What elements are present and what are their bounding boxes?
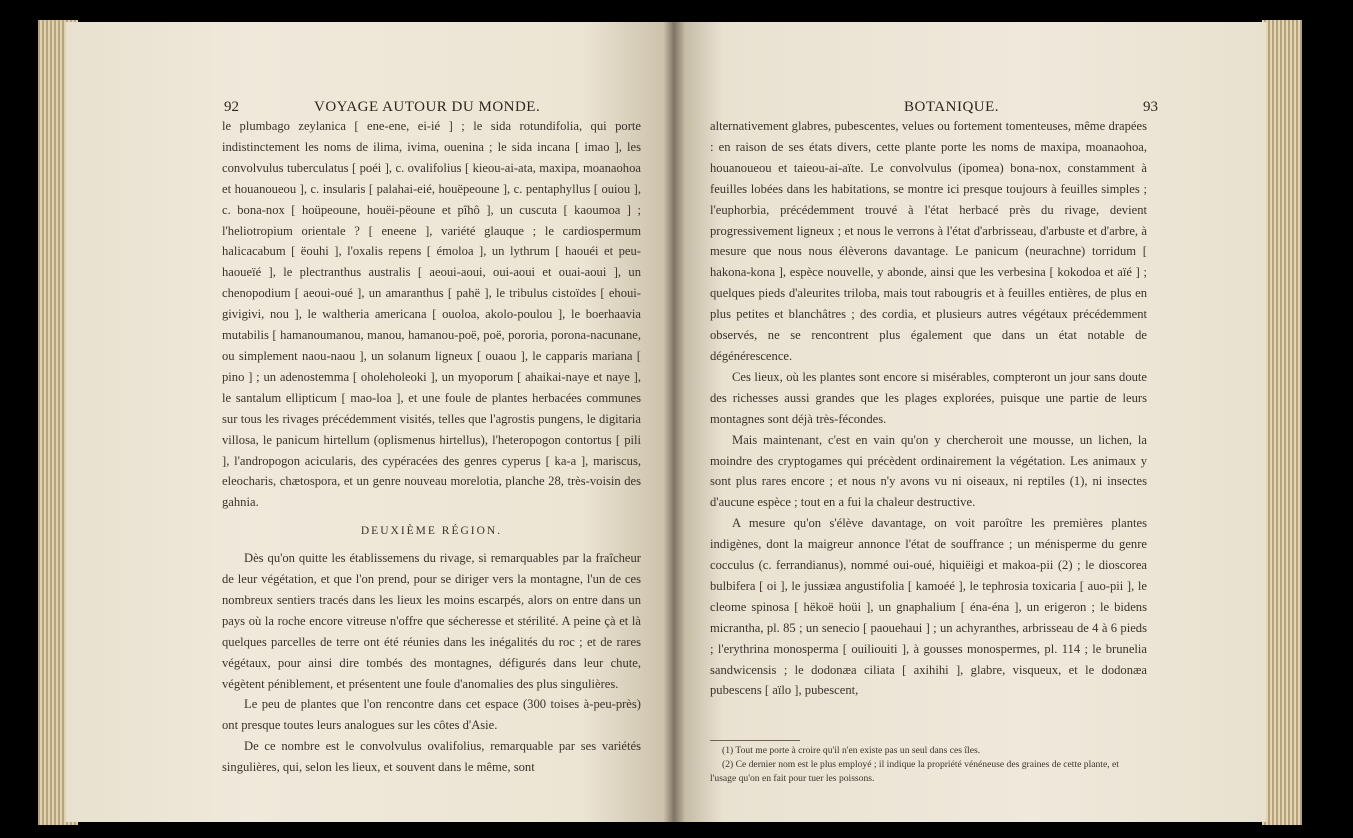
footnote: (2) Ce dernier nom est le plus employé ; il indique la propriété vénéneuse des graines de cette plante, et l'usage qu'on en fait pour tuer les poissons. [710,759,1119,784]
footnotes [710,744,1147,786]
left-body [222,116,641,778]
right-body [710,116,1147,701]
left-paragraph: De ce nombre est le convolvulus ovalifolius, remarquable par ses variétés singulières, qui, selon les lieux, et souvent dans le même, sont [222,739,641,775]
footnote-rule [710,740,800,741]
book-gutter [664,22,684,822]
right-running-head: BOTANIQUE. [904,99,1000,115]
right-paragraph: A mesure qu'on s'élève davantage, on voit paroître les premières plantes indigènes, dont la maigreur annonce l'état de souffrance ; un ménisperme du genre cocculus (c. ferrandianus), nommé oui-oué, hiquiëigi et makoa-pii (2) ; le dioscorea bulbifera [ oi ], le jussiæa angustifolia [ kamoéé ], le tephrosia toxicaria [ auo-pii ], le cleome spinosa [ hëkoë hoüi ], un gnaphalium [ éna-éna ], un erigeron ; le bidens micrantha, pl. 85 ; un senecio [ paouehaui ] ; un achyranthes, arbrisseau de 4 à 6 pieds ; l'erythrina monosperma [ ouiliouiti ], à gousses monospermes, pl. 114 ; le brunelia sandwicensis ; le dodonæa ciliata [ axihihi ], glabre, visqueux, et le dodonæa pubescens [ aïlo ], pubescent, [710,516,1147,698]
left-paragraph: Dès qu'on quitte les établissemens du rivage, si remarquables par la fraîcheur de leur végétation, et que l'on prend, pour se diriger vers la montagne, l'un de ces nombreux sentiers tracés dans les lieux les moins escarpés, alors on entre dans un pays où la roche encore vitreuse n'offre que sécheresse et stérilité. A peine çà et là quelques parcelles de terre ont été réunies dans les inégalités du roc ; et de rares végétaux, pour ainsi dire tombés des montagnes, défigurés dans leur chute, végètent péniblement, et présentent une foule d'anomalies des plus singulières. [222,551,641,691]
right-paragraph: alternativement glabres, pubescentes, velues ou fortement tomenteuses, même drapées : en raison de ses états divers, cette plante porte les noms de maxipa, moanaohoa, houanoueou et taieou-ai-aïte. Le convolvulus (ipomea) bona-nox, constamment à feuilles lobées dans les habitations, se montre ici presque toujours à feuilles simples ; l'euphorbia, précédemment trouvé à l'état herbacé près du rivage, devient progressivement ligneux ; et nous le verrons à l'état d'arbrisseau, d'arbuste et d'arbre, à mesure que nous nous élèverons davantage. Le panicum (neurachne) torridum [ hakona-kona ], espèce nouvelle, y abonde, ainsi que les verbesina [ kokodoa et aïé ] ; quelques pieds d'aleurites triloba, mais tout rabougris et à feuilles entières, de plus en plus petites et blanchâtres ; des cordia, et plusieurs autres végétaux précédemment observés, ne se rencontrent plus également que dans un état notable de dégénérescence. [710,119,1147,363]
right-page-edges [1262,20,1302,825]
section-title: DEUXIÈME RÉGION. [360,525,503,538]
left-page-number: 92 [224,99,239,115]
right-paragraph: Mais maintenant, c'est en vain qu'on y chercheroit une mousse, un lichen, la moindre des cryptogames qui précèdent ordinairement la végétation. Les animaux y sont plus rares encore ; et nous n'y avons vu ni oiseaux, ni reptiles (1), ni insectes d'aucune espèce ; tout en a fui la chaleur destructive. [710,432,1147,510]
left-paragraph: Le peu de plantes que l'on rencontre dans cet espace (300 toises à-peu-près) ont presque toutes leurs analogues sur les côtes d'Asie. [222,697,641,733]
right-paragraph: Ces lieux, où les plantes sont encore si misérables, compteront un jour sans doute des richesses aussi grandes que les plages explorées, puisque une partie de leurs montagnes sont déjà très-fécondes. [710,369,1147,426]
right-page-number: 93 [1143,99,1158,115]
left-running-head: VOYAGE AUTOUR DU MONDE. [314,99,541,115]
footnote: (1) Tout me porte à croire qu'il n'en existe pas un seul dans ces îles. [722,745,981,756]
left-paragraph: le plumbago zeylanica [ ene-ene, ei-ié ] ; le sida rotundifolia, qui porte indistinctement les noms de ilima, ivima, ouenina ; le sida incana [ imao ], les convolvulus tuberculatus [ poéi ], c. ovalifolius [ kieou-ai-ata, maxipa, moanaohoa et houanoueou ], c. insularis [ palahai-eié, houëpeoune ], c. pentaphyllus [ ouiou ], c. bona-nox [ hoüpeoune, houëi-pëoune et pîhô ], un cuscuta [ kaoumoa ] ; l'heliotropium orientale ? [ eneene ], variété glauque ; le cardiospermum halicacabum [ ëouhi ], l'oxalis repens [ émoloa ], un lythrum [ haouéi et peu-haoueïé ], le plectranthus australis [ aeoui-aoui, oui-aoui et ouai-aoui ], un chenopodium [ aeoui-oué ], un amaranthus [ pahë ], le tribulus cistoïdes [ ehoui-givigivi, nou ], le waltheria americana [ ouoloa, akolo-poulou ], le boerhaavia mutabilis [ hamanoumanou, manou, hamanou-poë, poë, pororia, porona-nacunane, ou simplement naou-naou ], un solanum ligneux [ ouaou ], le capparis mariana [ pino ] ; un adenostemma [ oholeholeoki ], un myoporum [ ahaikai-naye et naye ], le santalum ellipticum [ mao-loa ], et une foule de plantes herbacées communes sur tous les rivages précédemment visités, telles que l'agrostis pungens, le digitaria villosa, le panicum hirtellum (oplismenus hirtellus), l'heteropogon contortus [ pili ], l'andropogon acicularis, des cypéracées des genres cyperus [ ka-a ], mariscus, eleocharis, chætospora, et un genre nouveau morelotia, planche 28, très-voisin des gahnia. [222,119,641,510]
